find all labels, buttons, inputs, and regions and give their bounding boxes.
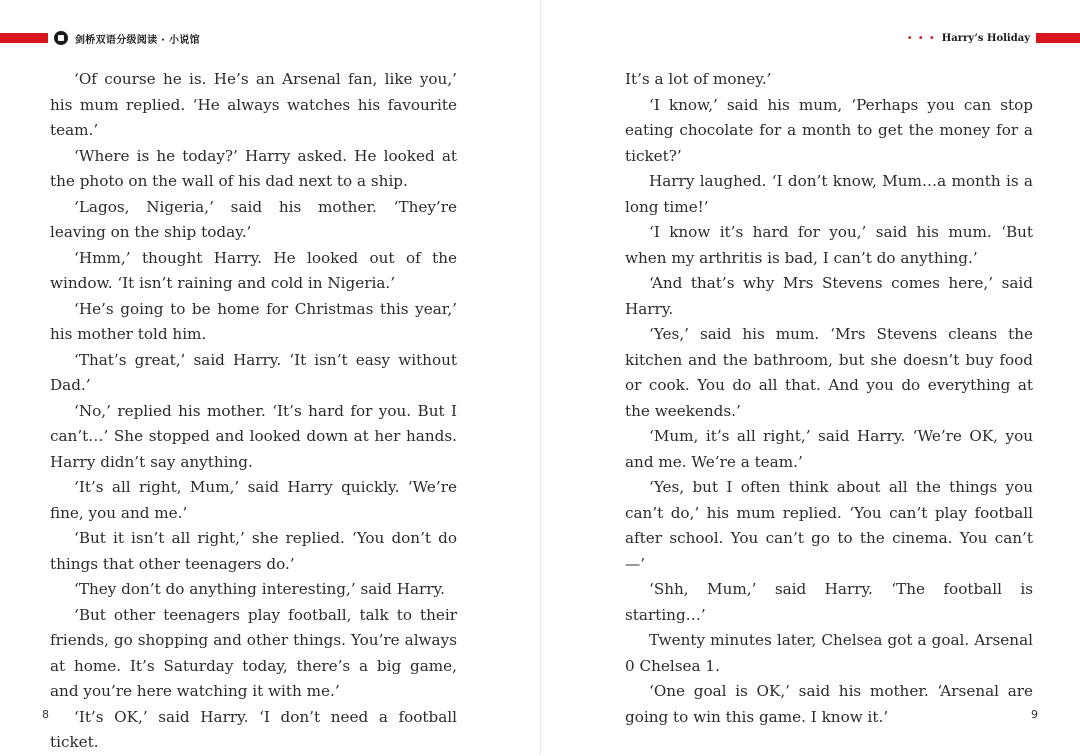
paragraph: ‘But it isn’t all right,’ she replied. ‘You don’t do things that other teenagers do.’ [50, 529, 457, 573]
paragraph: ‘They don’t do anything interesting,’ said Harry. [74, 580, 445, 598]
running-title: Harry’s Holiday [941, 32, 1030, 44]
paragraph: ‘One goal is OK,’ said his mother. ‘Arsenal are going to win this game. I know it.’ [625, 682, 1033, 726]
paragraph: ‘Yes, but I often think about all the things you can’t do,’ his mum replied. ‘You can’t play football after school. You can’t go to the cinema. You can’t —’ [625, 478, 1033, 573]
left-page-header [0, 30, 200, 46]
paragraph: ‘He’s going to be home for Christmas this year,’ his mother told him. [50, 299, 457, 343]
paragraph: Harry laughed. ‘I don’t know, Mum…a month is a long time!’ [625, 172, 1033, 216]
paragraph: ‘And that’s why Mrs Stevens comes here,’ said Harry. [625, 274, 1033, 318]
paragraph: ‘I know,’ said his mum, ‘Perhaps you can stop eating chocolate for a month to get the money for a ticket?’ [625, 95, 1033, 165]
right-page-header [907, 30, 1080, 46]
paragraph: ‘Of course he is. He’s an Arsenal fan, like you,’ his mum replied. ‘He always watches his favourite team.’ [50, 70, 457, 139]
paragraph: ‘Yes,’ said his mum. ‘Mrs Stevens cleans the kitchen and the bathroom, but she doesn’t buy food or cook. You do all that. And you do everything at the weekends.’ [625, 325, 1033, 420]
paragraph: ‘It’s all right, Mum,’ said Harry quickly. ‘We’re fine, you and me.’ [50, 478, 457, 522]
paragraph: ‘Where is he today?’ Harry asked. He looked at the photo on the wall of his dad next to a ship. [50, 146, 457, 190]
paragraph: Twenty minutes later, Chelsea got a goal. Arsenal 0 Chelsea 1. [625, 631, 1033, 675]
red-accent-bar [0, 33, 48, 43]
series-logo-icon [54, 31, 68, 45]
paragraph: ‘It’s OK,’ said Harry. ‘I don’t need a football ticket. [50, 707, 457, 751]
left-page-text [50, 67, 457, 756]
paragraph: ‘Shh, Mum,’ said Harry. ‘The football is starting…’ [625, 580, 1033, 624]
right-page-text [625, 67, 1033, 730]
series-name: 剑桥双语分级阅读 · 小说馆 [75, 34, 200, 46]
page-number: 8 [42, 708, 49, 721]
page-number: 9 [1031, 708, 1038, 721]
paragraph: ‘That’s great,’ said Harry. ‘It isn’t easy without Dad.’ [50, 350, 457, 394]
paragraph-continuation: It’s a lot of money.’ [625, 70, 772, 88]
red-accent-bar [1036, 33, 1080, 43]
paragraph: ‘No,’ replied his mother. ‘It’s hard for you. But I can’t…’ She stopped and looked down at her hands. Harry didn’t say anything. [50, 401, 457, 471]
paragraph: ‘Lagos, Nigeria,’ said his mother. ‘They’re leaving on the ship today.’ [50, 197, 457, 241]
right-page [540, 0, 1080, 754]
left-page [0, 0, 540, 754]
decorative-dots: • • • [906, 32, 936, 44]
paragraph: ‘But other teenagers play football, talk to their friends, go shopping and other things. You’re always at home. It’s Saturday today, there’s a big game, and you’re here watching it with me.’ [50, 605, 457, 700]
paragraph: ‘I know it’s hard for you,’ said his mum. ‘But when my arthritis is bad, I can’t do anything.’ [625, 223, 1033, 267]
paragraph: ‘Mum, it’s all right,’ said Harry. ‘We’re OK, you and me. We’re a team.’ [625, 427, 1033, 471]
paragraph: ‘Hmm,’ thought Harry. He looked out of the window. ‘It isn’t raining and cold in Nigeria.’ [50, 248, 457, 292]
